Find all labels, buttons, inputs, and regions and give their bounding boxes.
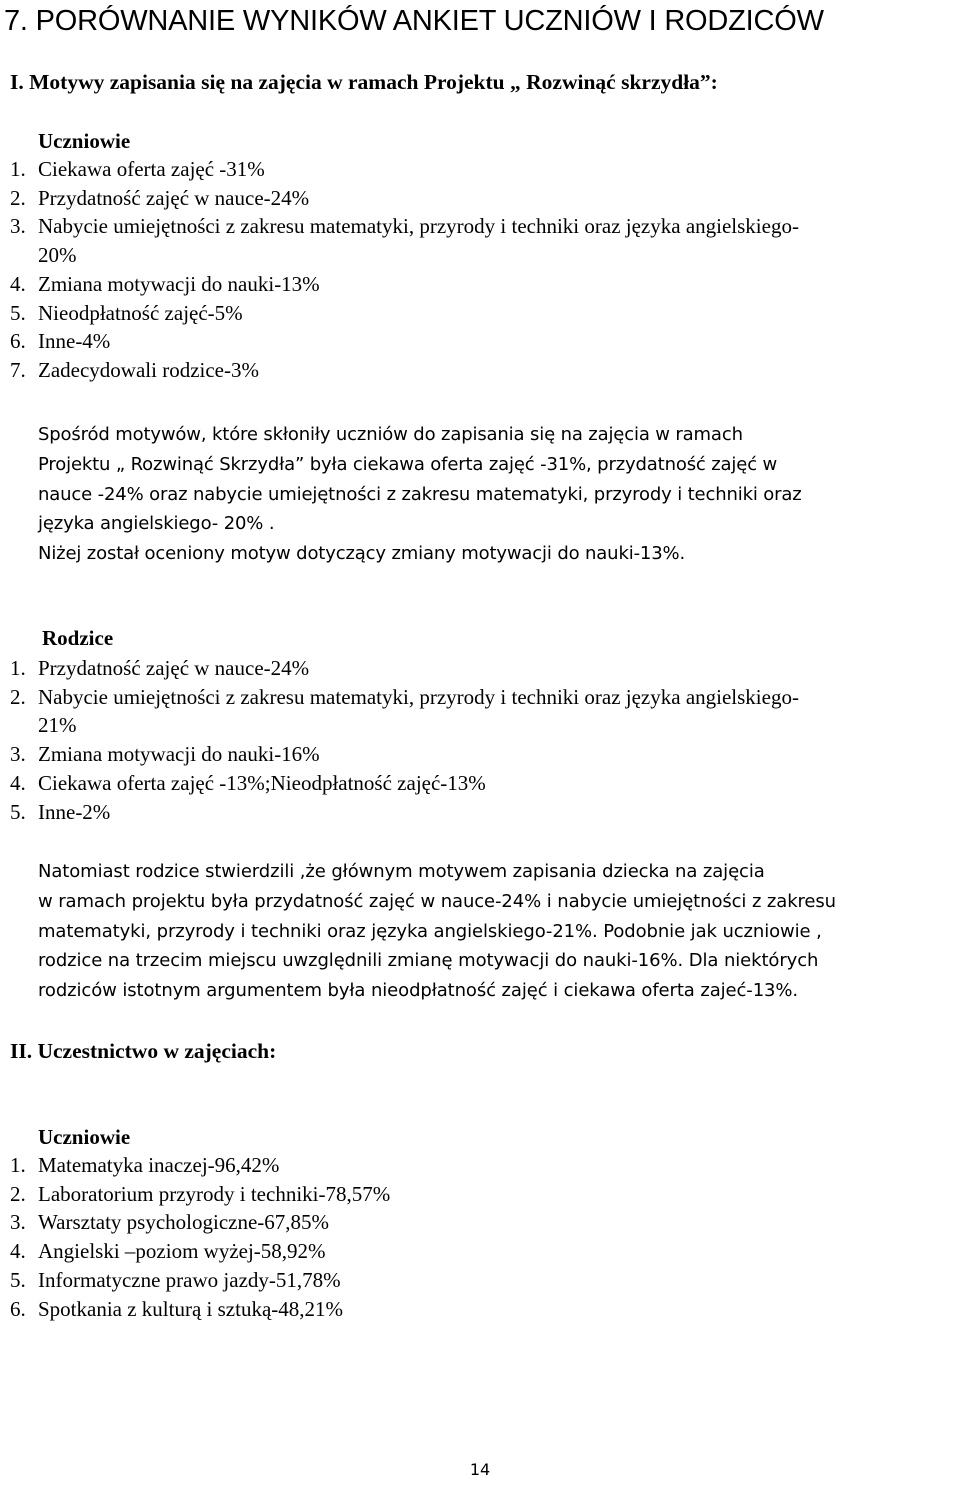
parents-label: Rodzice <box>42 626 114 650</box>
list-item: 5. Inne-2% <box>10 799 111 824</box>
list-item: 3. Warsztaty psychologiczne-67,85% <box>10 1210 330 1235</box>
list-item: 7. Zadecydowali rodzice-3% <box>10 357 259 382</box>
list-item: 3. Nabycie umiejętności z zakresu matematyki, przyrody i techniki oraz języka angielskiego- 20% <box>10 214 799 268</box>
list-item: 6. Inne-4% <box>10 329 111 354</box>
list-item: 3. Zmiana motywacji do nauki-16% <box>10 742 320 767</box>
list-item: 1. Przydatność zajęć w nauce-24% <box>10 656 310 680</box>
list-item: 2. Nabycie umiejętności z zakresu matematyki, przyrody i techniki oraz języka angielskiego- 21% <box>10 684 799 738</box>
parents-summary-paragraph: Natomiast rodzice stwierdzili ,że głównym motywem zapisania dziecka na zajęcia w ramach projektu była przydatność zajęć w nauce-24% i nabycie umiejętności z zakresu matematyki, przyrody i techniki oraz języka angielskiego-21%. Podobnie jak uczniowie , rodzice na trzecim miejscu uwzględnili zmianę motywacji do nauki-16%. Dla niektórych rodziców istotnym argumentem była nieodpłatność zajęć i ciekawa oferta zajeć-13%. <box>38 861 836 1002</box>
list-item: 1. Ciekawa oferta zajęć -31% <box>10 157 265 181</box>
section2-title: II. Uczestnictwo w zajęciach: <box>10 1039 277 1063</box>
list-item: 2. Laboratorium przyrody i techniki-78,57% <box>10 1181 391 1206</box>
list-item: 5. Informatyczne prawo jazdy-51,78% <box>10 1267 341 1292</box>
list-item: 5. Nieodpłatność zajęć-5% <box>10 300 243 325</box>
list-item: 4. Angielski –poziom wyżej-58,92% <box>10 1239 326 1264</box>
list-item: 4. Zmiana motywacji do nauki-13% <box>10 271 320 296</box>
students-motives-list <box>10 155 955 385</box>
students-label: Uczniowie <box>38 129 131 153</box>
participation-list <box>10 1151 910 1323</box>
list-item: 1. Matematyka inaczej-96,42% <box>10 1153 280 1177</box>
list-item: 6. Spotkania z kulturą i sztuką-48,21% <box>10 1296 344 1321</box>
page-number: 14 <box>469 1460 491 1479</box>
section1-title: I. Motywy zapisania się na zajęcia w ramach Projektu „ Rozwinąć skrzydła”: <box>10 70 718 94</box>
page-heading: 7. PORÓWNANIE WYNIKÓW ANKIET UCZNIÓW I RODZICÓW <box>4 5 824 37</box>
list-item: 4. Ciekawa oferta zajęć -13%;Nieodpłatność zajęć-13% <box>10 770 486 795</box>
participation-students-label: Uczniowie <box>38 1125 131 1149</box>
parents-motives-list <box>10 654 955 826</box>
students-summary-paragraph: Spośród motywów, które skłoniły uczniów do zapisania się na zajęcia w ramach Projektu „ Rozwinąć Skrzydła” była ciekawa oferta zajęć -31%, przydatność zajęć w nauce -24% oraz nabycie umiejętności z zakresu matematyki, przyrody i techniki oraz języka angielskiego- 20% . Niżej został oceniony motyw dotyczący zmiany motywacji do nauki-13%. <box>38 424 802 565</box>
list-item: 2. Przydatność zajęć w nauce-24% <box>10 185 310 210</box>
